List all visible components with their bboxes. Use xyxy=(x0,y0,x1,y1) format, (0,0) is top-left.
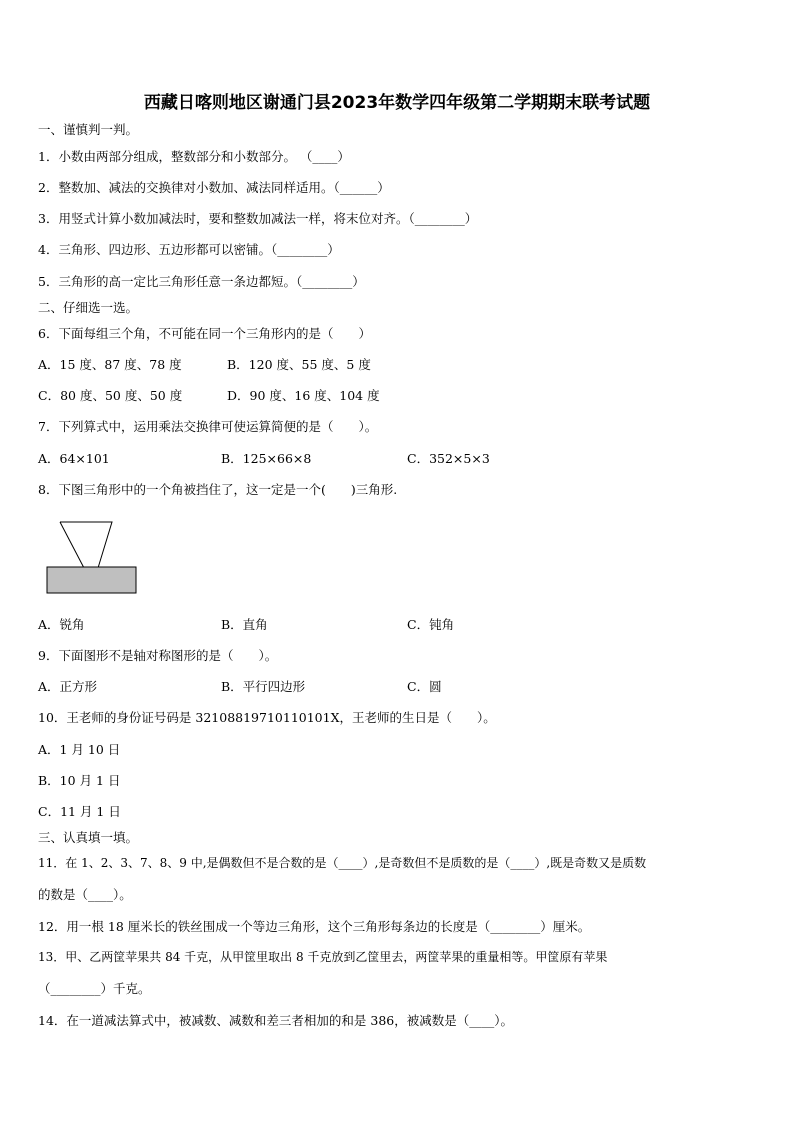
question-3: 3．用竖式计算小数加减法时，要和整数加减法一样，将末位对齐。（________） xyxy=(38,211,478,226)
question-8-option-c: C．钝角 xyxy=(407,617,455,632)
question-10-option-c: C．11 月 1 日 xyxy=(38,804,121,819)
section-heading-fill: 三、认真填一填。 xyxy=(38,830,139,845)
question-10-stem: 10．王老师的身份证号码是 32108819710110101X，王老师的生日是（ ）。 xyxy=(38,710,496,725)
question-9-option-b: B．平行四边形 xyxy=(221,679,306,694)
question-13-line-1: 13．甲、乙两筐苹果共 84 千克，从甲筐里取出 8 千克放到乙筐里去，两筐苹果的重量相等。甲筐原有苹果 xyxy=(38,950,608,964)
hidden-angle-triangle-figure xyxy=(46,520,138,596)
question-9-option-c: C．圆 xyxy=(407,679,442,694)
question-5: 5．三角形的高一定比三角形任意一条边都短。（________） xyxy=(38,274,365,289)
question-13-line-2: （________）千克。 xyxy=(38,981,151,996)
question-11-line-1: 11．在 1、2、3、7、8、9 中,是偶数但不是合数的是（____）,是奇数但不是质数的是（____）,既是奇数又是质数 xyxy=(38,856,647,870)
question-12: 12．用一根 18 厘米长的铁丝围成一个等边三角形，这个三角形每条边的长度是（________）厘米。 xyxy=(38,919,591,934)
triangle-left-side xyxy=(60,522,84,568)
question-7-option-c: C．352×5×3 xyxy=(407,451,490,466)
triangle-visible-sides xyxy=(60,522,112,568)
question-6-option-a: A．15 度、87 度、78 度 xyxy=(38,357,182,372)
section-heading-judge: 一、谨慎判一判。 xyxy=(38,122,139,137)
question-7-option-b: B．125×66×8 xyxy=(221,451,312,466)
question-14: 14．在一道减法算式中，被减数、减数和差三者相加的和是 386，被减数是（____）。 xyxy=(38,1013,513,1028)
question-9-stem: 9．下面图形不是轴对称图形的是（ ）。 xyxy=(38,648,278,663)
question-7-stem: 7．下列算式中，运用乘法交换律可使运算简便的是（ ）。 xyxy=(38,419,378,434)
question-8-stem: 8．下图三角形中的一个角被挡住了，这一定是一个( )三角形. xyxy=(38,482,398,497)
question-2: 2．整数加、减法的交换律对小数加、减法同样适用。（______） xyxy=(38,180,390,195)
question-10-option-a: A．1 月 10 日 xyxy=(38,742,121,757)
question-6-stem: 6．下面每组三个角，不可能在同一个三角形内的是（ ） xyxy=(38,326,371,341)
question-6-option-b: B．120 度、55 度、5 度 xyxy=(227,357,371,372)
question-7-option-a: A．64×101 xyxy=(38,451,110,466)
question-4: 4．三角形、四边形、五边形都可以密铺。（________） xyxy=(38,242,340,257)
covering-rectangle xyxy=(47,567,136,593)
question-9-option-a: A．正方形 xyxy=(38,679,98,694)
question-8-option-a: A．锐角 xyxy=(38,617,85,632)
question-11-line-2: 的数是（____）。 xyxy=(38,887,132,902)
question-6-option-d: D．90 度、16 度、104 度 xyxy=(227,388,380,403)
question-10-option-b: B．10 月 1 日 xyxy=(38,773,121,788)
question-1: 1．小数由两部分组成，整数部分和小数部分。 （____） xyxy=(38,149,350,164)
question-8-option-b: B．直角 xyxy=(221,617,268,632)
page-title: 西藏日喀则地区谢通门县2023年数学四年级第二学期期末联考试题 xyxy=(143,93,651,113)
section-heading-choose: 二、仔细选一选。 xyxy=(38,300,139,315)
question-6-option-c: C．80 度、50 度、50 度 xyxy=(38,388,183,403)
